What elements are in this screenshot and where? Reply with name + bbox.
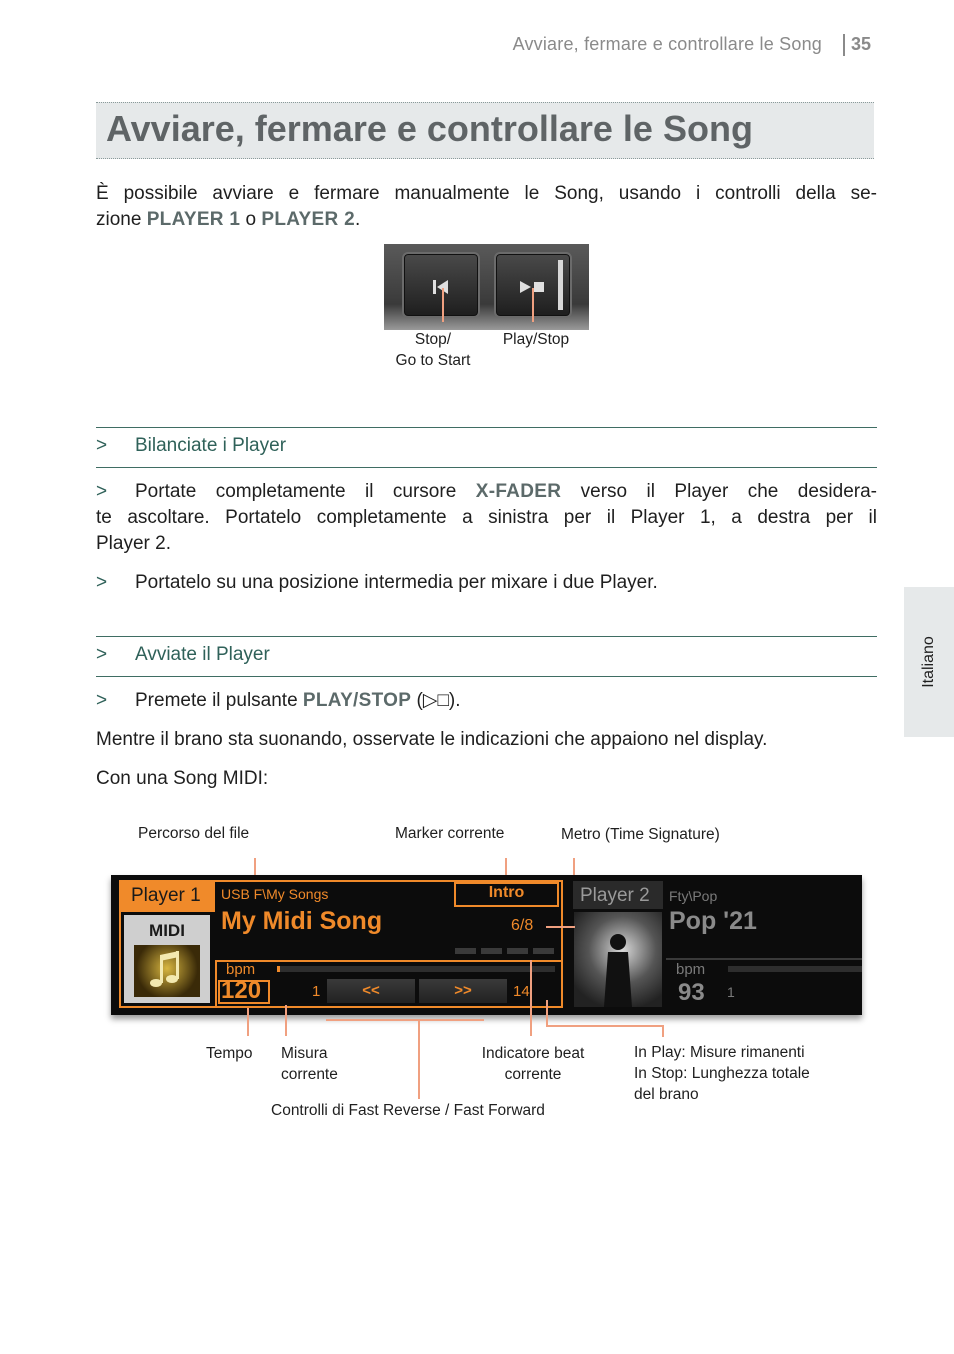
callout-line xyxy=(546,1000,548,1027)
play-stop-symbol: ▷□ xyxy=(422,690,449,711)
song-name: My Midi Song xyxy=(221,907,383,935)
paragraph-display: Mentre il brano sta suonando, osservate le indicazioni che appaiono nel display. xyxy=(96,729,768,750)
intro-line-2 xyxy=(96,207,877,233)
bullet-text: Portate completamente il cursore xyxy=(135,481,476,502)
fast-reverse-label: << xyxy=(362,982,380,999)
song-progress-fill xyxy=(277,966,280,972)
intro-line-1: È possibile avviare e fermare manualmente le Song, usando i controlli della se- xyxy=(96,183,877,204)
song-length: 14 xyxy=(513,983,530,1000)
bullet-intermediate xyxy=(96,570,877,596)
callout-line xyxy=(546,926,575,928)
section-title: Avviate il Player xyxy=(135,644,270,665)
caption-line: Indicatore beat xyxy=(481,1045,585,1062)
page-title: Avviare, fermare e controllare le Song xyxy=(106,108,753,149)
player-display xyxy=(111,875,862,1015)
bullet-line: Player 2. xyxy=(96,533,171,554)
bullet-text: Premete il pulsante xyxy=(135,690,303,711)
player-buttons-photo xyxy=(384,244,589,330)
caption-line: corrente xyxy=(504,1066,562,1083)
fast-forward-button xyxy=(419,979,507,1003)
callout-measure xyxy=(281,1043,338,1085)
bullet-text: ( xyxy=(411,690,423,711)
beat-indicator xyxy=(533,948,554,954)
bpm-value: 120 xyxy=(221,977,262,1004)
midi-thumbnail xyxy=(124,915,210,1003)
language-tab-label xyxy=(904,587,954,737)
current-measure: 1 xyxy=(312,983,321,1000)
player2-thumbnail xyxy=(574,912,662,1007)
callout-line xyxy=(532,288,534,322)
intro-text: zione xyxy=(96,209,147,230)
player1-keyword: PLAYER 1 xyxy=(146,209,241,230)
callout-meter: Metro (Time Signature) xyxy=(561,826,720,843)
bpm-label: bpm xyxy=(226,961,256,978)
intro-paragraph xyxy=(96,181,877,233)
callout-line xyxy=(418,1019,420,1099)
xfader-keyword: X-FADER xyxy=(475,481,562,502)
stop-caption xyxy=(384,329,482,371)
intro-text: . xyxy=(354,209,361,230)
player2-tab-label: Player 2 xyxy=(580,885,650,906)
panel-divider xyxy=(215,960,562,962)
callout-line xyxy=(530,960,532,1036)
callout-file-path: Percorso del file xyxy=(138,825,250,842)
music-note-glyph xyxy=(134,945,200,997)
callout-line xyxy=(247,1008,249,1036)
player2-song-name: Pop '21 xyxy=(669,907,757,935)
caption-line: Misura xyxy=(281,1045,328,1062)
fast-reverse-button xyxy=(327,979,415,1003)
beat-indicator xyxy=(481,948,502,954)
player2-keyword: PLAYER 2 xyxy=(261,209,355,230)
player2-bpm-label: bpm xyxy=(676,961,706,978)
callout-line xyxy=(662,1025,664,1037)
paragraph-midi: Con una Song MIDI: xyxy=(96,768,269,789)
bullet-marker: > xyxy=(96,572,108,593)
caption-line: In Play: Misure rimanenti xyxy=(634,1044,805,1061)
section-rule xyxy=(96,676,877,677)
panel-divider xyxy=(215,960,217,1006)
player2-measure: 1 xyxy=(727,984,735,1000)
caption-line: corrente xyxy=(281,1066,338,1083)
heading-marker: > xyxy=(96,644,108,665)
bullet-line xyxy=(96,479,877,505)
caption-line: Go to Start xyxy=(395,352,471,369)
panel-divider xyxy=(666,958,862,960)
section-heading xyxy=(96,435,286,457)
callout-line xyxy=(442,288,444,322)
caption-line: Stop/ xyxy=(414,331,452,348)
callout-line xyxy=(285,1005,287,1036)
song-progress-bar xyxy=(277,966,555,972)
bullet-text: ). xyxy=(448,690,461,711)
beat-indicator xyxy=(507,948,528,954)
player2-path: Fty\Pop xyxy=(669,888,718,904)
singer-silhouette-icon xyxy=(574,912,662,1007)
fast-forward-label: >> xyxy=(454,982,472,999)
player1-path: USB F\My Songs xyxy=(221,886,329,902)
play-stop-keyword: PLAY/STOP xyxy=(302,690,412,711)
play-caption: Play/Stop xyxy=(502,331,570,348)
section-title: Bilanciate i Player xyxy=(135,435,287,456)
player2-progress-bar xyxy=(728,966,862,972)
music-note-icon xyxy=(134,945,200,997)
meter-value: 6/8 xyxy=(511,917,534,934)
beat-indicator xyxy=(455,948,476,954)
callout-tempo: Tempo xyxy=(206,1045,253,1062)
player2-bpm-value: 93 xyxy=(678,979,705,1006)
language-label: Italiano xyxy=(920,636,937,688)
running-title: Avviare, fermare e controllare le Song xyxy=(512,34,822,54)
section-rule xyxy=(96,636,877,637)
section-rule xyxy=(96,427,877,428)
marker-value: Intro xyxy=(488,884,525,901)
callout-marker: Marker corrente xyxy=(395,825,505,842)
page-number: 35 xyxy=(851,34,872,54)
stop-button xyxy=(402,252,480,318)
bullet-play xyxy=(96,688,877,714)
callout-beat xyxy=(466,1043,600,1085)
bullet-text: Portatelo su una posizione intermedia per mixare i due Player. xyxy=(135,572,658,593)
midi-type-label: MIDI xyxy=(149,921,185,940)
heading-marker: > xyxy=(96,435,108,456)
callout-fast-controls: Controlli di Fast Reverse / Fast Forward xyxy=(271,1102,545,1119)
section-heading xyxy=(96,644,270,666)
bullet-line: te ascoltare. Portatelo completamente a sinistra per il Player 1, a destra per il xyxy=(96,507,877,528)
header-separator xyxy=(843,34,845,56)
go-to-start-icon xyxy=(404,254,478,316)
caption-line: In Stop: Lunghezza totale xyxy=(634,1065,810,1082)
player1-tab-label: Player 1 xyxy=(131,885,201,906)
section-rule xyxy=(96,467,877,468)
bullet-text: verso il Player che desidera- xyxy=(561,481,878,502)
bullet-marker: > xyxy=(96,690,108,711)
caption-line: del brano xyxy=(634,1086,699,1103)
bullet-marker: > xyxy=(96,481,108,502)
callout-line xyxy=(546,1025,664,1027)
callout-line xyxy=(326,1019,484,1021)
intro-text: o xyxy=(240,209,262,230)
callout-remaining xyxy=(634,1042,810,1105)
bullet-xfader xyxy=(96,479,877,557)
